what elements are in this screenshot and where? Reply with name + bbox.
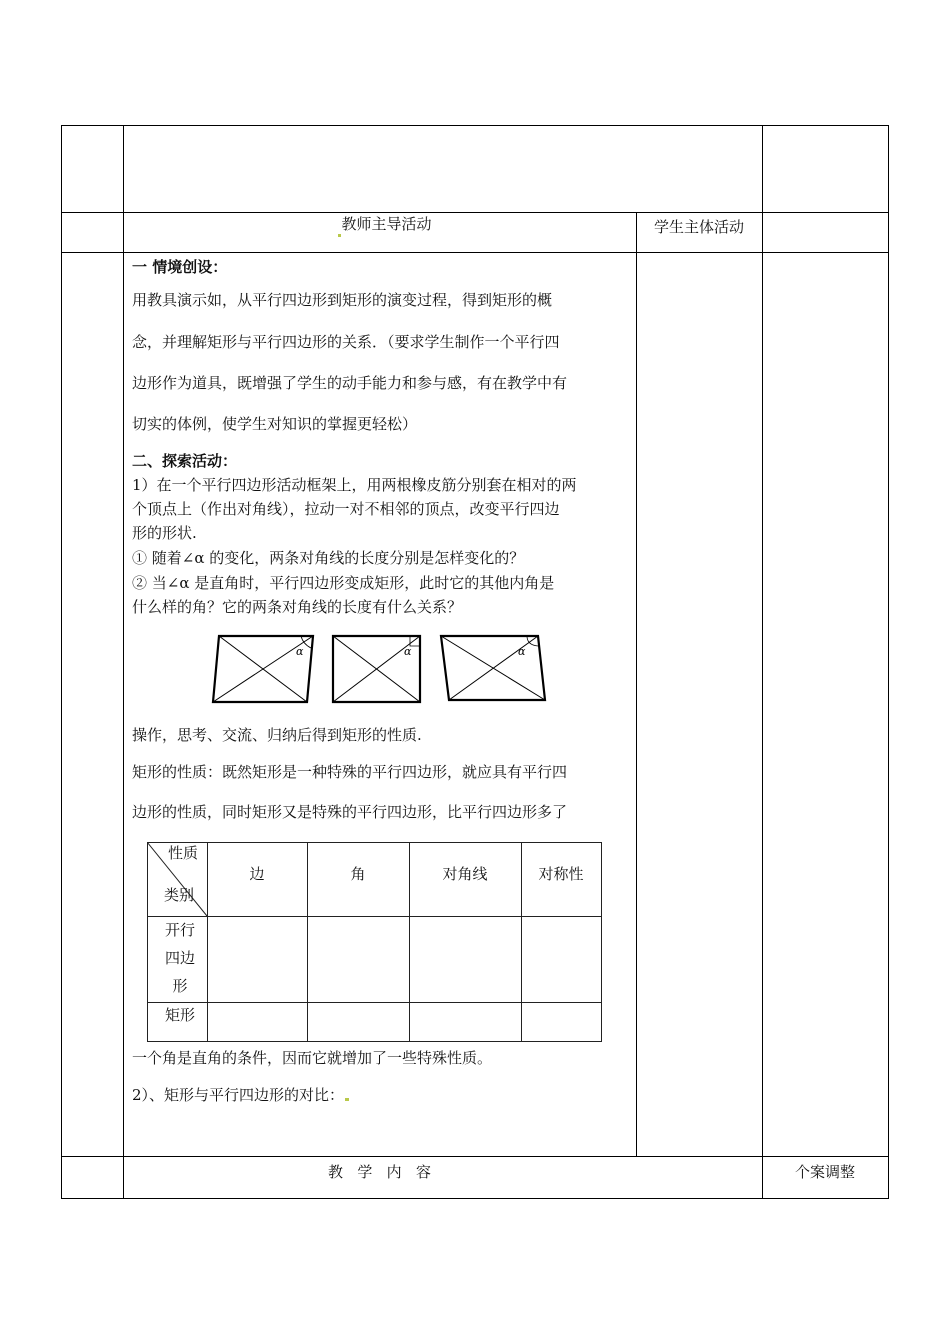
case-adjustment-label: 个案调整	[794, 1163, 855, 1181]
corner-top-label: 性质	[167, 844, 198, 862]
parallelogram-figure	[205, 630, 555, 710]
section2-line-3: 形的形状.	[132, 524, 197, 542]
section2-line-6: 什么样的角？它的两条对角线的长度有什么关系？	[132, 598, 463, 616]
properties-line-1: 矩形的性质：既然矩形是一种特殊的平行四边形，就应具有平行四	[132, 763, 568, 781]
teaching-content-label: 教 学 内 容	[328, 1163, 431, 1181]
frame-left	[61, 125, 62, 1199]
col-header-symmetry: 对称性	[538, 865, 584, 883]
col-header-side: 边	[249, 865, 265, 883]
frame-top	[61, 125, 889, 126]
frame-header-bottom	[61, 252, 889, 253]
after-table-line-1: 一个角是直角的条件，因而它就增加了一些特殊性质。	[132, 1049, 493, 1067]
after-figure-text: 操作，思考、交流、归纳后得到矩形的性质.	[132, 726, 422, 744]
row-label-parallelogram-1: 开行	[164, 921, 195, 939]
section1-line-2: 念，并理解矩形与平行四边形的关系．（要求学生制作一个平行四	[132, 333, 560, 351]
corner-bottom-label: 类别	[163, 886, 194, 904]
row-label-parallelogram-2: 四边	[164, 949, 195, 967]
col-header-angle: 角	[350, 865, 366, 883]
frame-right	[888, 125, 889, 1199]
angle-label-3: α	[518, 645, 526, 658]
frame-bottom	[61, 1198, 889, 1199]
teacher-activity-header: 教师主导活动	[330, 213, 440, 237]
section2-line-4: ① 随着∠α 的变化，两条对角线的长度分别是怎样变化的？	[132, 549, 525, 567]
frame-col2	[636, 212, 637, 1157]
section2-line-5: ② 当∠α 是直角时，平行四边形变成矩形，此时它的其他内角是	[132, 574, 555, 592]
properties-line-2: 边形的性质，同时矩形又是特殊的平行四边形，比平行四边形多了	[132, 803, 568, 821]
section1-line-3: 边形作为道具，既增强了学生的动手能力和参与感，有在教学中有	[132, 374, 568, 392]
section1-line-1: 用教具演示如，从平行四边形到矩形的演变过程，得到矩形的概	[132, 291, 553, 309]
col-header-diagonal: 对角线	[442, 865, 488, 883]
after-table-line-2: 2）、矩形与平行四边形的对比：	[132, 1085, 350, 1105]
student-activity-header: 学生主体活动	[653, 218, 744, 236]
row-label-rectangle: 矩形	[164, 1006, 195, 1024]
section2-line-2: 个顶点上（作出对角线），拉动一对不相邻的顶点，改变平行四边	[132, 500, 560, 518]
section1-title: 一 情境创设：	[132, 258, 228, 276]
frame-footer-top	[61, 1156, 889, 1157]
frame-col3	[762, 125, 763, 1199]
angle-label-2: α	[404, 645, 412, 658]
section1-line-4: 切实的体例，使学生对知识的掌握更轻松）	[132, 415, 418, 433]
frame-header-top	[61, 212, 889, 213]
compare-table	[147, 842, 601, 1041]
angle-label-1: α	[296, 645, 304, 658]
section2-line-1: 1）在一个平行四边形活动框架上，用两根橡皮筋分别套在相对的两	[132, 476, 577, 494]
row-label-parallelogram-3: 形	[172, 977, 188, 995]
section2-title: 二、探索活动：	[132, 452, 238, 470]
frame-col1	[123, 125, 124, 1199]
